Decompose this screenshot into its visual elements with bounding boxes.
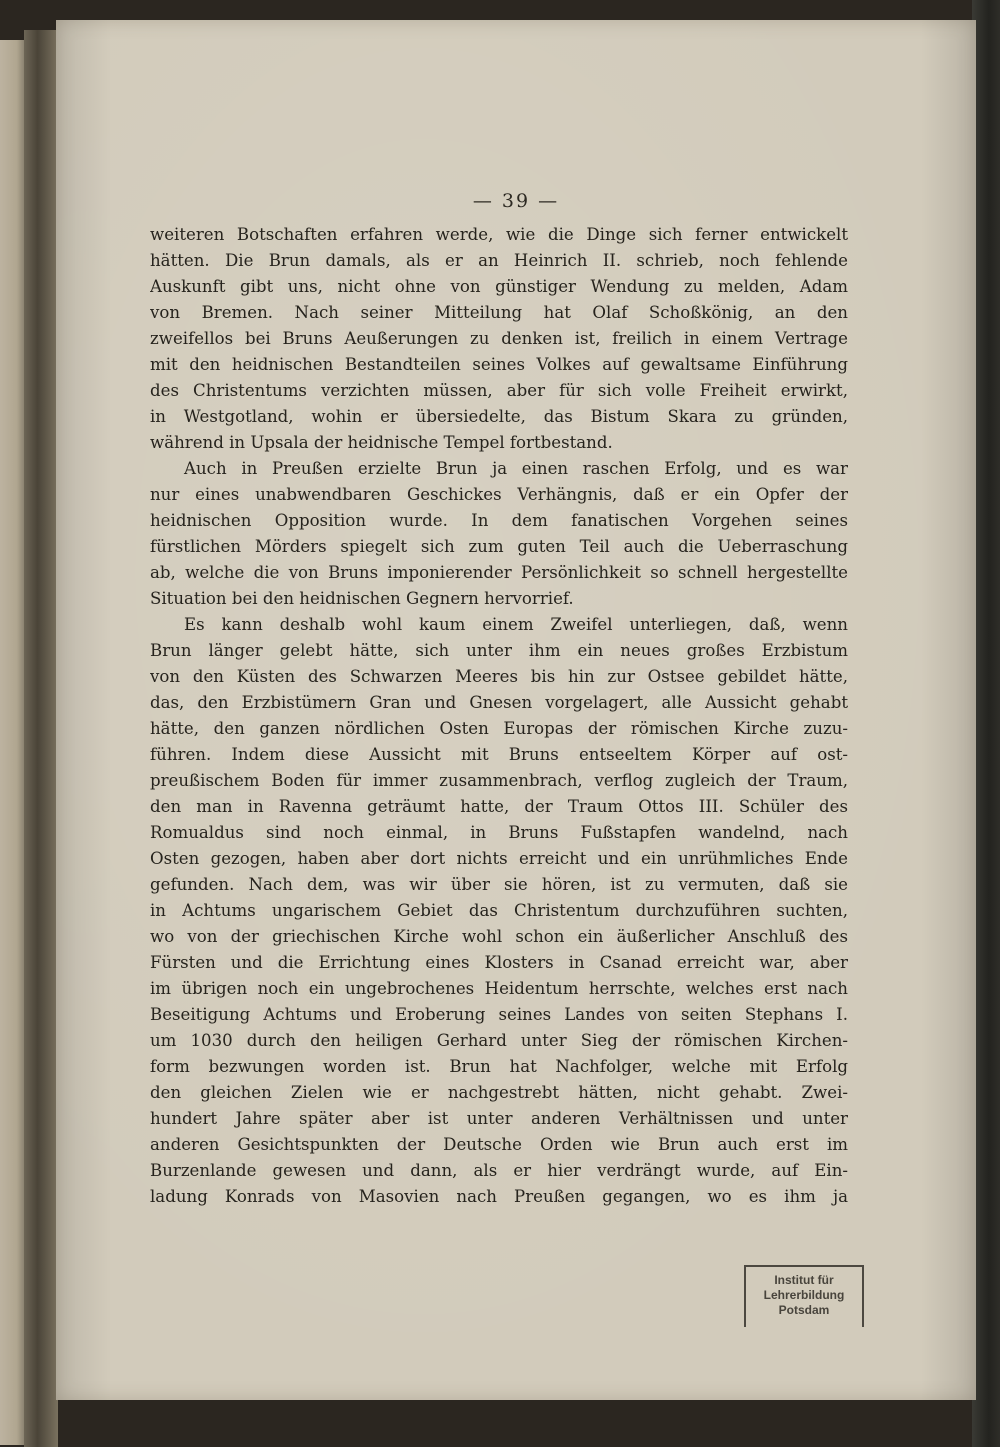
text-line: hätte, den ganzen nördlichen Osten Europas der römischen Kirche zuzu-	[150, 719, 848, 738]
text-line: ab, welche die von Bruns imponierender Persönlichkeit so schnell hergestellte	[150, 563, 848, 582]
text-line: in Westgotland, wohin er übersiedelte, das Bistum Skara zu gründen,	[150, 407, 848, 426]
text-line: ladung Konrads von Masovien nach Preußen gegangen, wo es ihm ja	[150, 1187, 848, 1206]
text-line: Burzenlande gewesen und dann, als er hier verdrängt wurde, auf Ein-	[150, 1161, 848, 1180]
text-line: Romualdus sind noch einmal, in Bruns Fußstapfen wandelnd, nach	[150, 823, 848, 842]
text-line: Auskunft gibt uns, nicht ohne von günstiger Wendung zu melden, Adam	[150, 277, 848, 296]
text-line: mit den heidnischen Bestandteilen seines Volkes auf gewaltsame Einführung	[150, 355, 848, 374]
book-binding-edge	[972, 0, 1000, 1447]
text-line: Auch in Preußen erzielte Brun ja einen raschen Erfolg, und es war	[184, 459, 848, 478]
book-gutter	[24, 30, 58, 1447]
stamp-line: Lehrerbildung	[763, 1288, 845, 1302]
text-line: hätten. Die Brun damals, als er an Heinrich II. schrieb, noch fehlende	[150, 251, 848, 270]
book-page	[56, 20, 976, 1400]
text-line: im übrigen noch ein ungebrochenes Heidentum herrschte, welches erst nach	[150, 979, 848, 998]
page-number: — 39 —	[472, 190, 560, 212]
text-line: anderen Gesichtspunkten der Deutsche Orden wie Brun auch erst im	[150, 1135, 848, 1154]
text-line: Brun länger gelebt hätte, sich unter ihm ein neues großes Erzbistum	[150, 641, 848, 660]
text-line: während in Upsala der heidnische Tempel fortbestand.	[150, 433, 613, 452]
body-text	[150, 222, 848, 1210]
text-line: heidnischen Opposition wurde. In dem fanatischen Vorgehen seines	[150, 511, 848, 530]
text-line: fürstlichen Mörders spiegelt sich zum guten Teil auch die Ueberraschung	[150, 537, 848, 556]
text-line: in Achtums ungarischem Gebiet das Christentum durchzuführen suchten,	[150, 901, 848, 920]
library-stamp	[744, 1265, 864, 1327]
text-line: weiteren Botschaften erfahren werde, wie die Dinge sich ferner entwickelt	[150, 225, 848, 244]
stamp-line: Institut für	[774, 1273, 834, 1287]
text-line: von Bremen. Nach seiner Mitteilung hat Olaf Schoßkönig, an den	[150, 303, 848, 322]
text-line: um 1030 durch den heiligen Gerhard unter Sieg der römischen Kirchen-	[150, 1031, 848, 1050]
text-line: Beseitigung Achtums und Eroberung seines Landes von seiten Stephans I.	[150, 1005, 848, 1024]
text-line: den man in Ravenna geträumt hatte, der Traum Ottos III. Schüler des	[150, 797, 848, 816]
text-line: nur eines unabwendbaren Geschickes Verhängnis, daß er ein Opfer der	[150, 485, 848, 504]
text-line: von den Küsten des Schwarzen Meeres bis hin zur Ostsee gebildet hätte,	[150, 667, 848, 686]
text-line: Situation bei den heidnischen Gegnern hervorrief.	[150, 589, 574, 608]
text-line: form bezwungen worden ist. Brun hat Nachfolger, welche mit Erfolg	[150, 1057, 848, 1076]
left-facing-page	[0, 40, 24, 1445]
text-line: das, den Erzbistümern Gran und Gnesen vorgelagert, alle Aussicht gehabt	[150, 693, 848, 712]
text-line: zweifellos bei Bruns Aeußerungen zu denken ist, freilich in einem Vertrage	[150, 329, 848, 348]
text-line: gefunden. Nach dem, was wir über sie hören, ist zu vermuten, daß sie	[150, 875, 848, 894]
stamp-line: Potsdam	[778, 1303, 830, 1317]
text-line: Fürsten und die Errichtung eines Klosters in Csanad erreicht war, aber	[150, 953, 848, 972]
text-line: führen. Indem diese Aussicht mit Bruns entseeltem Körper auf ost-	[150, 745, 848, 764]
text-line: preußischem Boden für immer zusammenbrach, verflog zugleich der Traum,	[150, 771, 848, 790]
text-line: hundert Jahre später aber ist unter anderen Verhältnissen und unter	[150, 1109, 848, 1128]
text-line: des Christentums verzichten müssen, aber für sich volle Freiheit erwirkt,	[150, 381, 848, 400]
text-line: den gleichen Zielen wie er nachgestrebt hätten, nicht gehabt. Zwei-	[150, 1083, 848, 1102]
text-line: wo von der griechischen Kirche wohl schon ein äußerlicher Anschluß des	[150, 927, 848, 946]
text-line: Osten gezogen, haben aber dort nichts erreicht und ein unrühmliches Ende	[150, 849, 848, 868]
text-line: Es kann deshalb wohl kaum einem Zweifel unterliegen, daß, wenn	[184, 615, 848, 634]
